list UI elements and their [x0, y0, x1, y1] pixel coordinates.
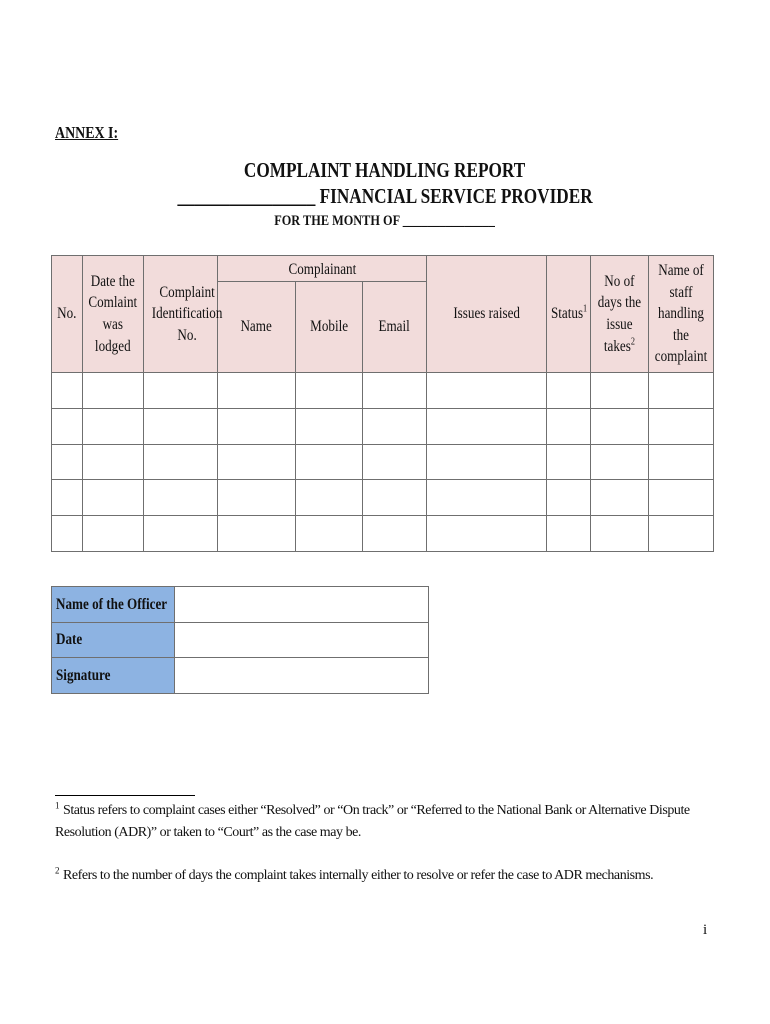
footnote-2: $^2$ Refers to the number of days the complaint takes internally either to resolve or refer the case to ADR mechanisms. [55, 865, 654, 883]
table-cell[interactable] [591, 444, 649, 480]
table-cell[interactable] [427, 516, 547, 552]
col-header-name: Name [218, 282, 296, 373]
table-cell[interactable] [218, 408, 296, 444]
table-row [52, 480, 714, 516]
table-cell[interactable] [296, 373, 363, 409]
col-header-mobile: Mobile [296, 282, 363, 373]
table-cell[interactable] [83, 516, 144, 552]
table-cell[interactable] [363, 408, 427, 444]
date-field[interactable] [175, 623, 429, 658]
table-cell[interactable] [144, 444, 218, 480]
table-cell[interactable] [52, 444, 83, 480]
table-cell[interactable] [52, 408, 83, 444]
table-row [52, 408, 714, 444]
table-cell[interactable] [83, 373, 144, 409]
annex-label: ANNEX I: [55, 123, 119, 142]
officer-name-label: Name of the Officer [52, 587, 175, 623]
col-header-complaint-id: Complaint Identification No. [144, 256, 218, 373]
table-cell[interactable] [296, 480, 363, 516]
table-cell[interactable] [649, 480, 714, 516]
signature-label: Signature [52, 658, 175, 694]
table-cell[interactable] [427, 480, 547, 516]
table-cell[interactable] [144, 480, 218, 516]
table-cell[interactable] [83, 480, 144, 516]
report-title: COMPLAINT HANDLING REPORT [244, 158, 526, 182]
table-cell[interactable] [591, 408, 649, 444]
footnote-separator [55, 795, 195, 796]
table-cell[interactable] [547, 408, 591, 444]
col-header-issues-raised: Issues raised [427, 256, 547, 373]
table-cell[interactable] [218, 373, 296, 409]
table-cell[interactable] [218, 480, 296, 516]
col-header-days-taken: No of days the issue takes$^2$ [591, 256, 649, 373]
footnote-1: $^1$ Status refers to complaint cases either “Resolved” or “On track” or “Referred to the National Bank or Alternative Dispute Resolution (ADR)” or taken to “Court” as the case may be. [55, 800, 690, 840]
month-line: FOR THE MONTH OF _______________ [274, 213, 496, 229]
table-cell[interactable] [363, 516, 427, 552]
provider-line: ________________ FINANCIAL SERVICE PROVIDER [177, 184, 593, 208]
table-cell[interactable] [591, 516, 649, 552]
table-cell[interactable] [296, 408, 363, 444]
table-cell[interactable] [218, 516, 296, 552]
table-cell[interactable] [52, 480, 83, 516]
table-cell[interactable] [296, 516, 363, 552]
report-table-body [52, 373, 714, 552]
table-cell[interactable] [649, 373, 714, 409]
table-cell[interactable] [52, 373, 83, 409]
officer-name-field[interactable] [175, 587, 429, 623]
col-header-no: No. [52, 256, 83, 373]
table-row [52, 373, 714, 409]
signature-field[interactable] [175, 658, 429, 694]
table-cell[interactable] [649, 408, 714, 444]
table-cell[interactable] [363, 444, 427, 480]
table-cell[interactable] [363, 480, 427, 516]
col-header-staff-handling: Name of staff handling the complaint [649, 256, 714, 373]
table-cell[interactable] [649, 444, 714, 480]
table-cell[interactable] [363, 373, 427, 409]
table-cell[interactable] [427, 373, 547, 409]
table-row [52, 516, 714, 552]
table-cell[interactable] [218, 444, 296, 480]
table-cell[interactable] [296, 444, 363, 480]
table-cell[interactable] [547, 373, 591, 409]
officer-signoff-table [51, 586, 429, 694]
table-cell[interactable] [83, 444, 144, 480]
col-group-complainant: Complainant [218, 256, 427, 282]
table-cell[interactable] [591, 480, 649, 516]
table-row [52, 444, 714, 480]
table-cell[interactable] [427, 408, 547, 444]
date-label: Date [52, 623, 175, 658]
table-cell[interactable] [547, 444, 591, 480]
table-cell[interactable] [144, 408, 218, 444]
table-cell[interactable] [427, 444, 547, 480]
complaint-report-table [51, 255, 714, 552]
page-number: i [703, 922, 708, 938]
table-cell[interactable] [144, 373, 218, 409]
table-cell[interactable] [144, 516, 218, 552]
table-cell[interactable] [649, 516, 714, 552]
col-header-date-lodged: Date the Comlaint was lodged [83, 256, 144, 373]
table-cell[interactable] [591, 373, 649, 409]
col-header-email: Email [363, 282, 427, 373]
table-cell[interactable] [547, 516, 591, 552]
table-cell[interactable] [83, 408, 144, 444]
table-cell[interactable] [547, 480, 591, 516]
table-cell[interactable] [52, 516, 83, 552]
col-header-status: Status$^1$ [547, 256, 591, 373]
